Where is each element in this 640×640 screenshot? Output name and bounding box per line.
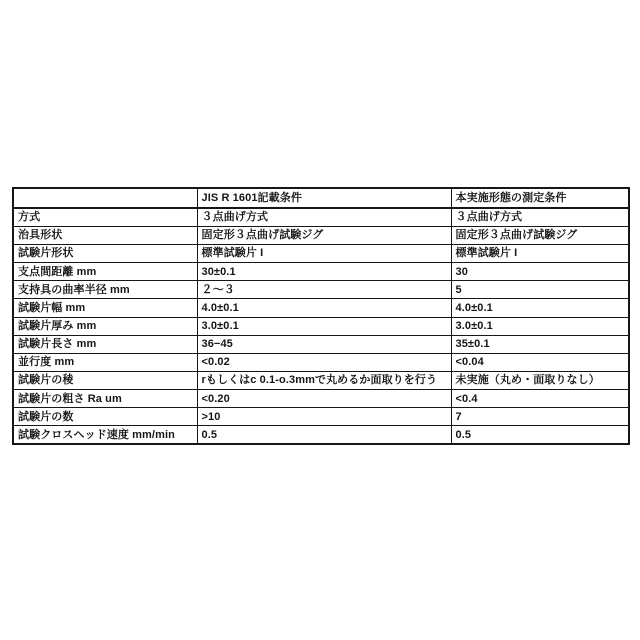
row-label-cell: 試験片長さ mm <box>13 335 197 353</box>
row-label-cell: 治具形状 <box>13 226 197 244</box>
jis-value-cell: <0.02 <box>197 353 451 371</box>
header-cell-actual-conditions: 本実施形態の測定条件 <box>451 188 629 208</box>
table-row <box>13 281 629 299</box>
jis-value-cell: 固定形３点曲げ試験ジグ <box>197 226 451 244</box>
actual-value-cell: 7 <box>451 408 629 426</box>
actual-value-cell: 5 <box>451 281 629 299</box>
table-row <box>13 426 629 444</box>
header-cell-jis-conditions: JIS R 1601記載条件 <box>197 188 451 208</box>
table-row <box>13 299 629 317</box>
row-label-cell: 試験片厚み mm <box>13 317 197 335</box>
table-row <box>13 390 629 408</box>
actual-value-cell: 3.0±0.1 <box>451 317 629 335</box>
row-label-cell: 試験片の粗さ Ra um <box>13 390 197 408</box>
jis-value-cell: 36−45 <box>197 335 451 353</box>
table-row <box>13 263 629 281</box>
table-row <box>13 371 629 389</box>
actual-value-cell: 35±0.1 <box>451 335 629 353</box>
row-label-cell: 支点間距離 mm <box>13 263 197 281</box>
row-label-cell: 試験片の数 <box>13 408 197 426</box>
jis-value-cell: ２～３ <box>197 281 451 299</box>
table-row <box>13 208 629 226</box>
actual-value-cell: 0.5 <box>451 426 629 444</box>
actual-value-cell: <0.04 <box>451 353 629 371</box>
table-row <box>13 317 629 335</box>
row-label-cell: 並行度 mm <box>13 353 197 371</box>
jis-value-cell: 標準試験片 I <box>197 244 451 262</box>
table-row <box>13 335 629 353</box>
actual-value-cell: 4.0±0.1 <box>451 299 629 317</box>
row-label-cell: 方式 <box>13 208 197 226</box>
jis-value-cell: 30±0.1 <box>197 263 451 281</box>
jis-value-cell: <0.20 <box>197 390 451 408</box>
actual-value-cell: 未実施（丸め・面取りなし） <box>451 371 629 389</box>
actual-value-cell: 30 <box>451 263 629 281</box>
row-label-cell: 支持具の曲率半径 mm <box>13 281 197 299</box>
header-cell-empty <box>13 188 197 208</box>
actual-value-cell: 固定形３点曲げ試験ジグ <box>451 226 629 244</box>
row-label-cell: 試験片幅 mm <box>13 299 197 317</box>
jis-value-cell: 4.0±0.1 <box>197 299 451 317</box>
table-header-row <box>13 188 629 208</box>
jis-value-cell: ３点曲げ方式 <box>197 208 451 226</box>
jis-value-cell: 0.5 <box>197 426 451 444</box>
table-row <box>13 353 629 371</box>
jis-value-cell: >10 <box>197 408 451 426</box>
row-label-cell: 試験片形状 <box>13 244 197 262</box>
row-label-cell: 試験片の稜 <box>13 371 197 389</box>
actual-value-cell: <0.4 <box>451 390 629 408</box>
table-row <box>13 244 629 262</box>
row-label-cell: 試験クロスヘッド速度 mm/min <box>13 426 197 444</box>
actual-value-cell: ３点曲げ方式 <box>451 208 629 226</box>
table-row <box>13 226 629 244</box>
jis-value-cell: rもしくはc 0.1-o.3mmで丸めるか面取りを行う <box>197 371 451 389</box>
actual-value-cell: 標準試験片 I <box>451 244 629 262</box>
jis-value-cell: 3.0±0.1 <box>197 317 451 335</box>
table-row <box>13 408 629 426</box>
test-conditions-table <box>12 187 630 445</box>
